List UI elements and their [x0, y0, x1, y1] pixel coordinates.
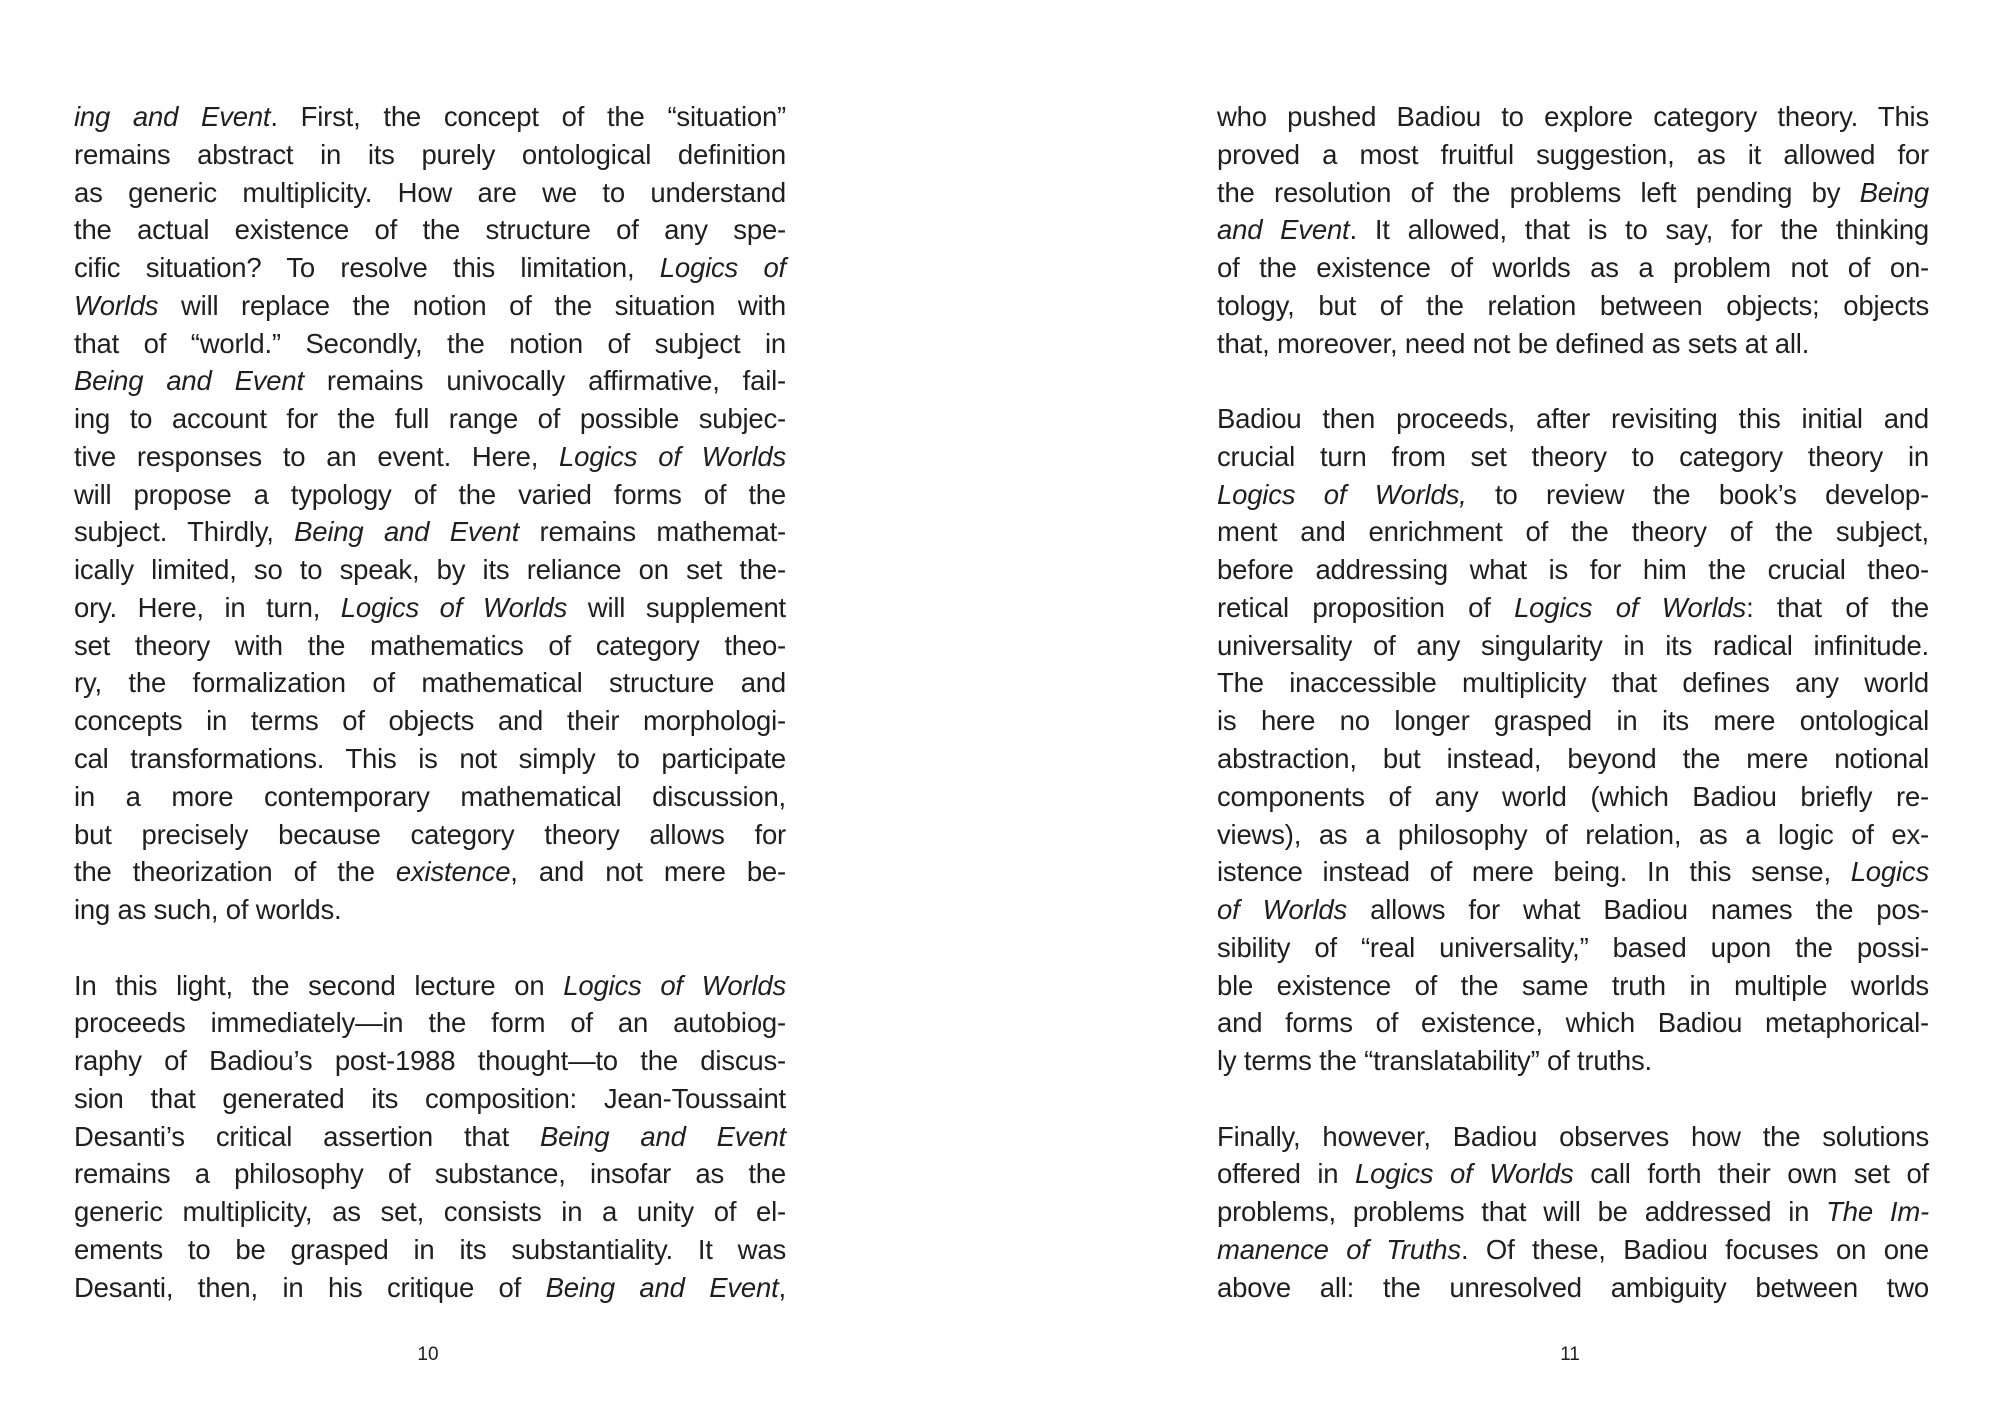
page-number-right: 11: [1560, 1344, 1580, 1365]
body-text: proved a most fruitful suggestion, as it allowed for: [1217, 138, 1929, 170]
text-line: [74, 513, 786, 551]
text-line: [74, 1269, 786, 1307]
italic-title-text: Logics of: [659, 252, 786, 284]
italic-title-text: Logics of Worlds: [1514, 591, 1747, 623]
body-text: ly terms the “translatability” of truths.: [1217, 1045, 1652, 1077]
text-line: [74, 740, 786, 778]
body-text: ically limited, so to speak, by its reliance on set the-: [74, 554, 786, 586]
text-line: [74, 1193, 786, 1231]
body-text: retical proposition of: [1217, 591, 1515, 623]
body-text: ory. Here, in turn,: [74, 591, 341, 623]
text-line: [1217, 1004, 1929, 1042]
text-line: [1217, 249, 1929, 287]
italic-title-text: of Worlds: [1217, 894, 1347, 926]
italic-title-text: manence of Truths: [1217, 1233, 1461, 1265]
body-text: will propose a typology of the varied forms of the: [74, 478, 786, 510]
text-line: [1217, 740, 1929, 778]
text-line: [74, 325, 786, 363]
body-text: tology, but of the relation between objects; objects: [1217, 289, 1929, 321]
body-text: will supplement: [567, 591, 787, 623]
paragraph-break: [74, 929, 786, 967]
body-text: In this light, the second lecture on: [74, 969, 564, 1001]
text-line: [1217, 98, 1929, 136]
body-text: above all: the unresolved ambiguity between two: [1217, 1271, 1929, 1303]
text-line: [74, 1080, 786, 1118]
text-line: [1217, 929, 1929, 967]
body-text: in a more contemporary mathematical discussion,: [74, 780, 786, 812]
text-line: [1217, 853, 1929, 891]
italic-title-text: Logics of Worlds: [1355, 1158, 1574, 1190]
body-text: that, moreover, need not be defined as sets at all.: [1217, 327, 1810, 359]
text-line: [74, 136, 786, 174]
italic-title-text: Being and Event: [294, 516, 520, 548]
body-text: the theorization of the: [74, 856, 396, 888]
text-line: [74, 891, 786, 929]
left-page-text-column: [74, 98, 786, 1307]
body-text: : that of the: [1746, 591, 1929, 623]
text-line: [74, 1004, 786, 1042]
text-line: [1217, 1269, 1929, 1307]
italic-title-text: Logics of Worlds,: [1217, 478, 1467, 510]
body-text: will replace the notion of the situation with: [158, 289, 786, 321]
italic-title-text: Worlds: [74, 289, 159, 321]
italic-title-text: Being and Event: [74, 365, 304, 397]
body-text: raphy of Badiou’s post-1988 thought—to the discus-: [74, 1045, 786, 1077]
body-text: cal transformations. This is not simply to participate: [74, 743, 786, 775]
body-text: views), as a philosophy of relation, as a logic of ex-: [1217, 818, 1929, 850]
body-text: universality of any singularity in its radical infinitude.: [1217, 629, 1929, 661]
text-line: [74, 476, 786, 514]
body-text: ing as such, of worlds.: [74, 894, 342, 926]
body-text: ry, the formalization of mathematical structure and: [74, 667, 786, 699]
body-text: crucial turn from set theory to category theory in: [1217, 440, 1929, 472]
body-text: ble existence of the same truth in multiple worlds: [1217, 969, 1929, 1001]
page-number-left: 10: [417, 1344, 439, 1365]
text-line: [74, 98, 786, 136]
body-text: is here no longer grasped in its mere ontological: [1217, 705, 1929, 737]
text-line: [1217, 287, 1929, 325]
text-line: [1217, 1231, 1929, 1269]
text-line: [74, 1042, 786, 1080]
body-text: remains univocally affirmative, fail-: [303, 365, 786, 397]
text-line: [1217, 551, 1929, 589]
italic-title-text: Logics: [1850, 856, 1929, 888]
text-line: [74, 287, 786, 325]
text-line: [74, 967, 786, 1005]
body-text: ment and enrichment of the theory of the subject,: [1217, 516, 1929, 548]
text-line: [74, 664, 786, 702]
italic-title-text: existence: [395, 856, 511, 888]
body-text: proceeds immediately—in the form of an autobiog-: [74, 1007, 786, 1039]
body-text: offered in: [1217, 1158, 1356, 1190]
italic-title-text: and Event: [1217, 214, 1350, 246]
text-line: [1217, 1042, 1929, 1080]
text-line: [74, 1231, 786, 1269]
text-line: [1217, 664, 1929, 702]
body-text: Desanti, then, in his critique of: [74, 1271, 546, 1303]
body-text: generic multiplicity, as set, consists in a unity of el-: [74, 1196, 786, 1228]
text-line: [74, 362, 786, 400]
text-line: [74, 589, 786, 627]
text-line: [1217, 476, 1929, 514]
italic-title-text: Logics of Worlds: [559, 440, 786, 472]
body-text: to review the book’s develop-: [1466, 478, 1929, 510]
body-text: The inaccessible multiplicity that defines any world: [1217, 667, 1929, 699]
body-text: allows for what Badiou names the pos-: [1347, 894, 1929, 926]
text-line: [74, 438, 786, 476]
body-text: remains mathemat-: [519, 516, 787, 548]
text-line: [1217, 778, 1929, 816]
text-line: [1217, 211, 1929, 249]
body-text: remains a philosophy of substance, insofar as the: [74, 1158, 786, 1190]
text-line: [74, 1155, 786, 1193]
text-line: [1217, 1193, 1929, 1231]
body-text: and forms of existence, which Badiou metaphorical-: [1217, 1007, 1929, 1039]
body-text: components of any world (which Badiou briefly re-: [1217, 780, 1929, 812]
body-text: istence instead of mere being. In this sense,: [1217, 856, 1851, 888]
paragraph-break: [1217, 362, 1929, 400]
body-text: subject. Thirdly,: [74, 516, 295, 548]
body-text: but precisely because category theory allows for: [74, 818, 786, 850]
text-line: [1217, 513, 1929, 551]
body-text: sion that generated its composition: Jean-Toussaint: [74, 1082, 786, 1114]
text-line: [1217, 174, 1929, 212]
italic-title-text: Logics of Worlds: [340, 591, 568, 623]
body-text: who pushed Badiou to explore category theory. This: [1217, 101, 1929, 132]
text-line: [74, 211, 786, 249]
body-text: that of “world.” Secondly, the notion of subject in: [74, 327, 786, 359]
text-line: [74, 778, 786, 816]
body-text: ing to account for the full range of possible subjec-: [74, 403, 786, 435]
text-line: [1217, 627, 1929, 665]
text-line: [1217, 438, 1929, 476]
body-text: before addressing what is for him the crucial theo-: [1217, 554, 1929, 586]
text-line: [1217, 891, 1929, 929]
text-line: [1217, 816, 1929, 854]
body-text: call forth their own set of: [1573, 1158, 1929, 1190]
text-line: [74, 702, 786, 740]
body-text: the resolution of the problems left pending by: [1217, 176, 1860, 208]
body-text: ements to be grasped in its substantiality. It was: [74, 1233, 786, 1265]
body-text: ,: [778, 1271, 786, 1303]
italic-title-text: Logics of Worlds: [563, 969, 786, 1001]
italic-title-text: The Im-: [1826, 1196, 1929, 1228]
italic-title-text: Being and Event: [545, 1271, 779, 1303]
text-line: [1217, 967, 1929, 1005]
text-line: [1217, 702, 1929, 740]
text-line: [74, 816, 786, 854]
paragraph-break: [1217, 1080, 1929, 1118]
body-text: as generic multiplicity. How are we to understand: [74, 176, 786, 208]
body-text: problems, problems that will be addressed in: [1217, 1196, 1827, 1228]
text-line: [74, 1118, 786, 1156]
text-line: [74, 551, 786, 589]
text-line: [1217, 325, 1929, 363]
italic-title-text: Being: [1859, 176, 1929, 208]
body-text: Finally, however, Badiou observes how the solutions: [1217, 1120, 1929, 1152]
italic-title-text: Being and Event: [540, 1120, 786, 1152]
text-line: [74, 249, 786, 287]
body-text: concepts in terms of objects and their morphologi-: [74, 705, 786, 737]
body-text: remains abstract in its purely ontological definition: [74, 138, 786, 170]
right-page-text-column: [1217, 98, 1929, 1307]
italic-title-text: ing and Event: [74, 101, 271, 132]
body-text: tive responses to an event. Here,: [74, 440, 560, 472]
body-text: of the existence of worlds as a problem not of on-: [1217, 252, 1929, 284]
text-line: [1217, 1118, 1929, 1156]
body-text: , and not mere be-: [510, 856, 786, 888]
text-line: [74, 853, 786, 891]
text-line: [74, 627, 786, 665]
body-text: the actual existence of the structure of any spe-: [74, 214, 786, 246]
body-text: cific situation? To resolve this limitation,: [74, 252, 660, 284]
body-text: set theory with the mathematics of category theo-: [74, 629, 786, 661]
body-text: . Of these, Badiou focuses on one: [1460, 1233, 1929, 1265]
text-line: [1217, 1155, 1929, 1193]
body-text: Badiou then proceeds, after revisiting this initial and: [1217, 403, 1929, 435]
body-text: . First, the concept of the “situation”: [270, 101, 786, 132]
text-line: [1217, 136, 1929, 174]
body-text: . It allowed, that is to say, for the thinking: [1349, 214, 1930, 246]
text-line: [74, 174, 786, 212]
text-line: [1217, 400, 1929, 438]
text-line: [1217, 589, 1929, 627]
right-page: [999, 0, 1998, 1408]
text-line: [74, 400, 786, 438]
body-text: abstraction, but instead, beyond the mere notional: [1217, 743, 1929, 775]
body-text: Desanti’s critical assertion that: [74, 1120, 541, 1152]
body-text: sibility of “real universality,” based upon the possi-: [1217, 931, 1929, 963]
